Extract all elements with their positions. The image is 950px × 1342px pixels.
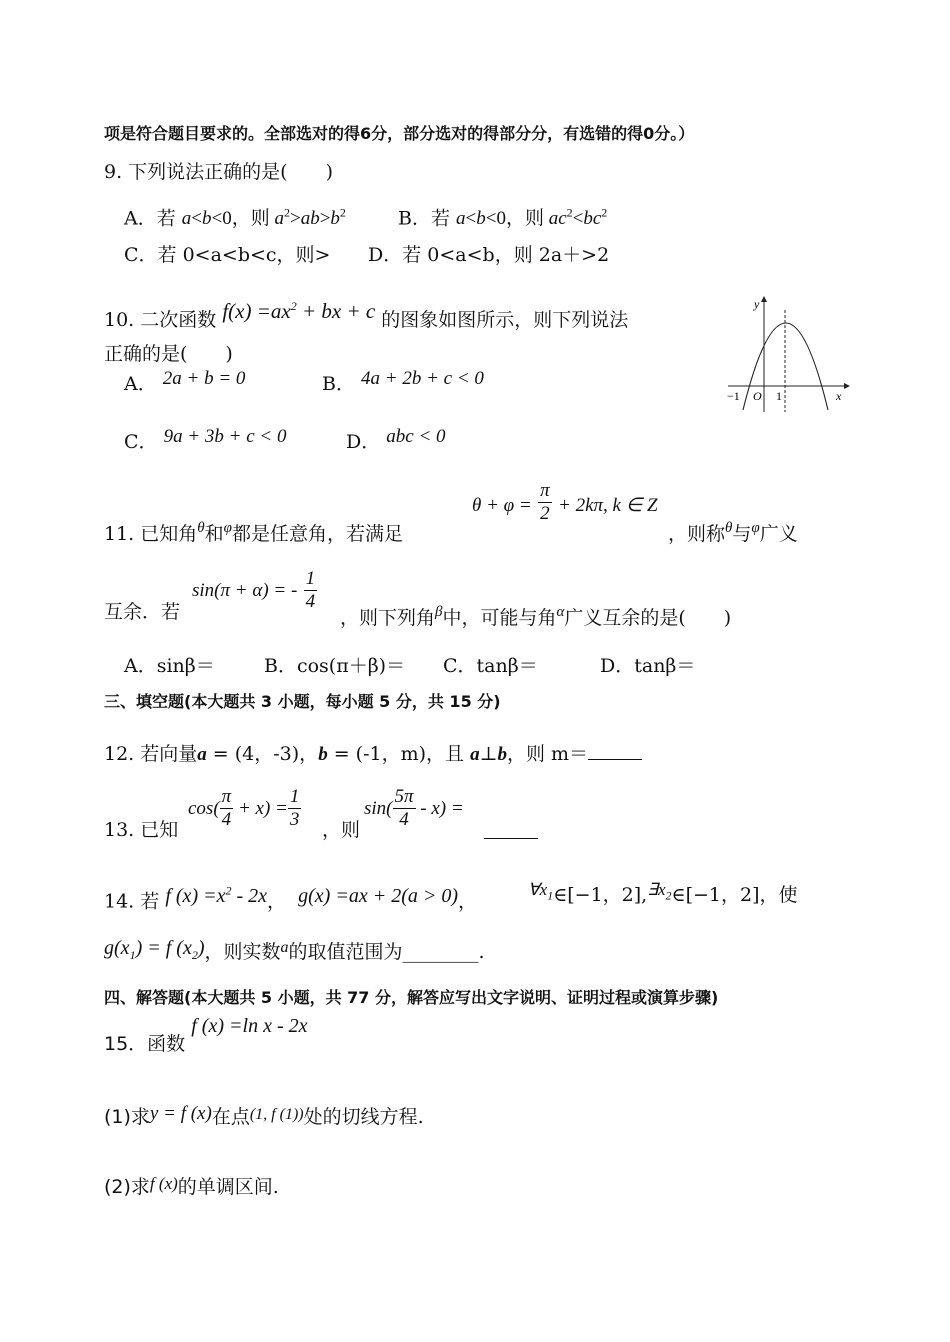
q10-a-label: A． <box>124 373 157 395</box>
q11-cond-tail: + 2kπ, k ∈ Z <box>558 495 658 516</box>
q13-sin-formula: sin( $\frac{5\pi}{4}$ - x) = <box>364 786 464 830</box>
q11-line2-start: 互余．若 <box>104 601 181 623</box>
q15-part2: (2)求f (x)的单调区间. <box>104 1174 279 1198</box>
q15-sub2-prefix: (2)求 <box>104 1176 150 1198</box>
q11-p6: 广义 <box>759 523 798 545</box>
q10-c-label: C． <box>124 431 158 453</box>
q10-stem-line1: 10. 二次函数 $f(x) =ax^2$ + bx + c 的图象如图所示，则下列说法 <box>104 299 629 331</box>
q11-option-c: C．tanβ＝ <box>443 655 538 677</box>
vector-b-2: b <box>497 744 507 765</box>
x-axis-arrow <box>844 383 850 389</box>
q14-p3: ， <box>458 890 478 913</box>
q14-l2-p3: 的取值范围为________. <box>288 941 485 963</box>
neg-one-label: −1 <box>727 389 740 403</box>
q14-p1: 14. 若 <box>104 890 160 913</box>
q14-p5: ∈[−1，2]，使 <box>671 884 798 906</box>
intro-line: 项是符合题目要求的。全部选对的得6分，部分选对的得部分分，有选错的得0分。） <box>104 124 695 143</box>
q15-sub1-mid: 在点 <box>211 1106 250 1128</box>
q11-line2-rest: ，则下列角$^\beta$中，可能与角$^\alpha$广义互余的是( ) <box>340 604 732 629</box>
y-label: y <box>754 297 760 311</box>
vector-a-2: a <box>470 744 480 765</box>
q10-d-label: D． <box>346 431 381 453</box>
q12-line <box>104 742 642 767</box>
q11-l2-p3: 中，可能与角 <box>442 607 557 629</box>
q10-c-expr: 9a + 3b + c < 0 <box>163 426 287 447</box>
q11-p3: 都是任意角，若满足 <box>231 523 403 545</box>
q14-line1-end: $\forall x_1\in[-1$，$2],\exists x_2\in[-1$，2]，使 <box>528 880 798 906</box>
q9-stem: 9. 下列说法正确的是( ) <box>104 161 333 183</box>
q13-then: ，则 <box>322 819 361 841</box>
q9-a-prefix: A．若 <box>124 207 176 230</box>
q10-b-label: B． <box>322 373 355 395</box>
q10-option-a <box>124 368 246 397</box>
q12-perp: ⊥ <box>479 743 498 765</box>
y-axis-arrow <box>761 296 767 302</box>
q11-p4: ，则称 <box>668 523 726 545</box>
q10-a-expr: 2a + b = 0 <box>162 368 246 389</box>
q11-p1: 11. 已知角 <box>104 523 198 545</box>
q10-d-expr: abc < 0 <box>386 426 446 447</box>
q12-p3: = (-1，m)，且 <box>327 743 471 765</box>
q10-parabola-graph <box>724 294 850 412</box>
q11-p2: 和 <box>204 523 224 545</box>
q10-b-expr: 4a + 2b + c < 0 <box>361 368 484 389</box>
q11-option-d: D．tanβ＝ <box>600 655 696 677</box>
one-label: 1 <box>776 389 782 403</box>
q13-prefix: 13. 已知 <box>104 819 179 841</box>
q15-p1: 15．函数 <box>104 1033 186 1055</box>
q14-line2: $g(x_1) = f$ $(x_2)$，则实数$^a$的取值范围为________. <box>104 937 485 963</box>
q15-stem: 15．函数 f (x) =ln x - 2x <box>104 1015 308 1055</box>
q11-condition-formula: θ + φ = $\frac{\pi}{2}$ + 2kπ, k ∈ Z <box>472 480 658 524</box>
q14-line1: 14. 若 f $(x) =x^2 - 2x$， g(x) =ax + 2(a > 0)， <box>104 883 478 913</box>
q13-cos-formula: cos( $\frac{\pi}{4}$ + x) = $\frac{1}{3}$ <box>188 786 300 830</box>
vector-b: b <box>318 744 328 765</box>
vector-a: a <box>197 744 207 765</box>
q14-l2-p2: ，则实数 <box>204 941 281 963</box>
q9-b-prefix: B．若 <box>398 207 450 230</box>
q15-sub1-prefix: (1)求 <box>104 1106 150 1128</box>
q11-stem-line1: 11. 已知角$^\theta$和$^\varphi$都是任意角，若满足 <box>104 520 403 545</box>
q11-l2-p2: ，则下列角 <box>340 607 436 629</box>
q12-p2: = (4，-3)， <box>206 743 319 765</box>
q15-part1: (1)求y = f (x)在点$^{(1, f (1))}$处的切线方程. <box>104 1103 424 1128</box>
q9-option-d: D．若 0<a<b，则 2a＋>2 <box>368 244 610 266</box>
origin-label: O <box>753 389 762 403</box>
x-label: x <box>836 389 842 403</box>
q11-stem-line1-end: ，则称$^\theta$与$^\varphi$广义 <box>668 520 798 545</box>
q10-option-d <box>346 426 446 455</box>
section-3-heading: 三、填空题(本大题共 3 小题，每小题 5 分，共 15 分) <box>104 692 501 711</box>
section-4-heading: 四、解答题(本大题共 5 小题，共 77 分，解答应写出文字说明、证明过程或演算步骤) <box>104 988 719 1007</box>
q14-p4: ∈[−1，2], <box>553 884 648 906</box>
q13-answer-blank[interactable] <box>484 838 538 839</box>
q10-option-c <box>124 426 287 455</box>
q11-option-b: B．cos(π＋β)＝ <box>264 655 406 677</box>
q10-stem-suffix: 的图象如图所示，则下列说法 <box>381 309 629 331</box>
q9-option-c: C．若 0<a<b<c，则> <box>124 244 331 266</box>
q10-stem-prefix: 10. 二次函数 <box>104 309 217 331</box>
q10-option-b <box>322 368 484 397</box>
q9-option-a: A．若 a<b<0，则 $a^2>ab>b^2$ <box>124 206 346 230</box>
q9-option-b: B．若 a<b<0，则 $ac^2<bc^2$ <box>398 206 608 230</box>
q15-sub2-suffix: 的单调区间. <box>177 1176 279 1198</box>
q12-p5: ，则 m＝ <box>506 743 589 765</box>
q11-option-a: A．sinβ＝ <box>124 655 215 677</box>
q12-p1: 12. 若向量 <box>104 743 198 765</box>
q11-sin-formula: sin(π + α) = - $\frac{1}{4}$ <box>192 568 316 612</box>
q10-stem-line2: 正确的是( ) <box>104 343 233 365</box>
q12-answer-blank[interactable] <box>588 759 642 760</box>
q11-p5: 与 <box>732 523 752 545</box>
q15-sub1-suffix: 处的切线方程. <box>303 1106 424 1128</box>
q14-p2: ， <box>267 890 287 913</box>
q11-l2-p4: 广义互余的是( ) <box>564 607 732 629</box>
